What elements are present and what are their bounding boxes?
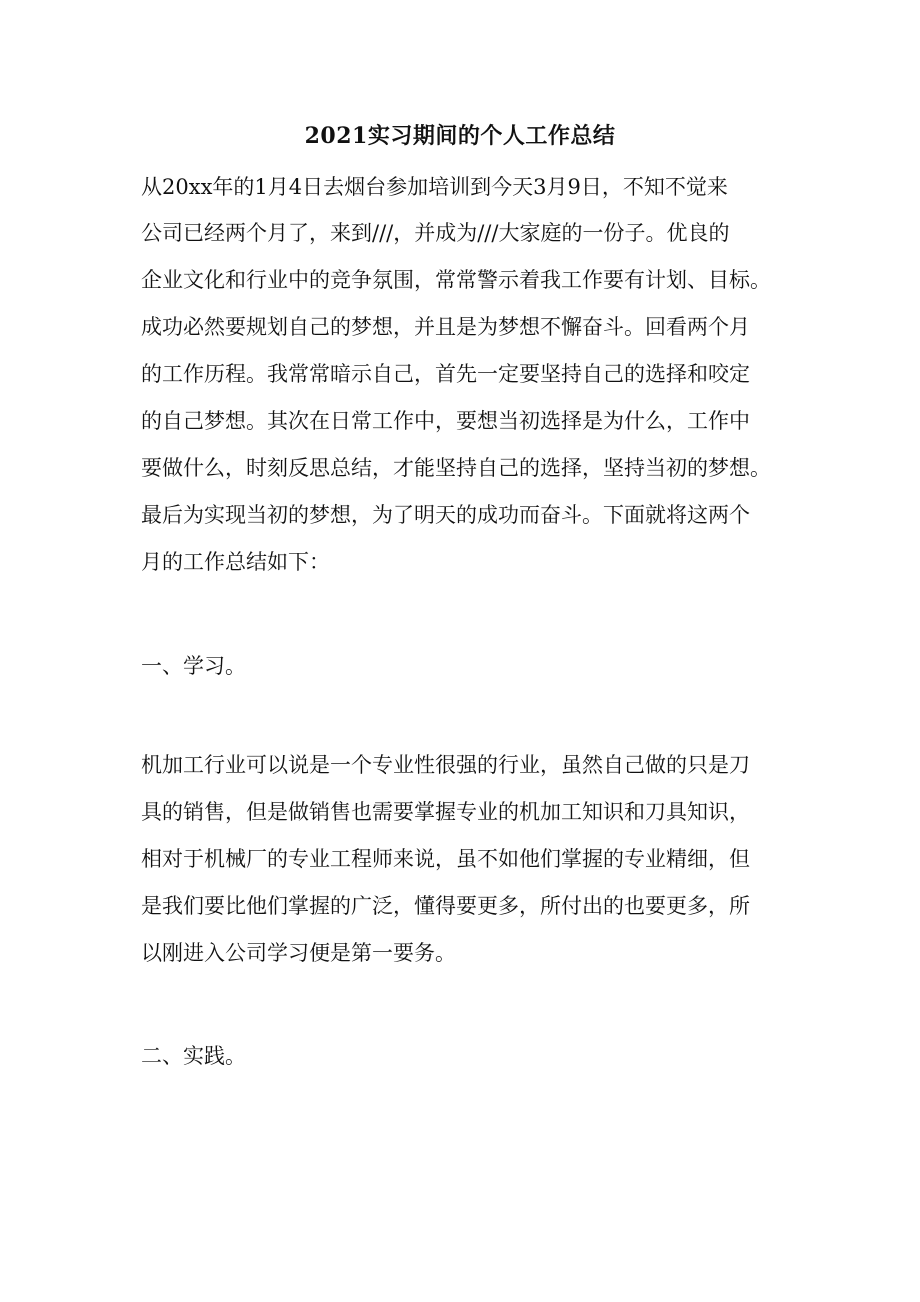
section1-line-3: 相对于机械厂的专业工程师来说，虽不如他们掌握的专业精细，但: [141, 847, 750, 871]
section1-line-5: 以刚进入公司学习便是第一要务。: [141, 941, 456, 965]
intro-line-7: 要做什么，时刻反思总结，才能坚持自己的选择，坚持当初的梦想。: [141, 456, 771, 480]
section1-line-2: 具的销售，但是做销售也需要掌握专业的机加工知识和刀具知识，: [141, 800, 750, 824]
section1-line-1: 机加工行业可以说是一个专业性很强的行业，虽然自己做的只是刀: [141, 753, 750, 777]
intro-line-6: 的自己梦想。其次在日常工作中，要想当初选择是为什么，工作中: [141, 409, 750, 433]
intro-line-1: 从20xx年的1月4日去烟台参加培训到今天3月9日，不知不觉来: [141, 175, 728, 199]
section1-heading: 一、学习。: [141, 654, 246, 678]
document-title: 2021实习期间的个人工作总结: [304, 123, 616, 149]
intro-line-4: 成功必然要规划自己的梦想，并且是为梦想不懈奋斗。回看两个月: [141, 315, 750, 339]
intro-line-5: 的工作历程。我常常暗示自己，首先一定要坚持自己的选择和咬定: [141, 362, 750, 386]
section1-line-4: 是我们要比他们掌握的广泛，懂得要更多，所付出的也要更多，所: [141, 894, 750, 918]
intro-line-9: 月的工作总结如下：: [141, 550, 330, 574]
intro-line-8: 最后为实现当初的梦想，为了明天的成功而奋斗。下面就将这两个: [141, 503, 750, 527]
intro-line-3: 企业文化和行业中的竞争氛围，常常警示着我工作要有计划、目标。: [141, 268, 771, 292]
section2-heading: 二、实践。: [141, 1044, 246, 1068]
intro-line-2: 公司已经两个月了，来到///，并成为///大家庭的一份子。优良的: [141, 221, 730, 245]
